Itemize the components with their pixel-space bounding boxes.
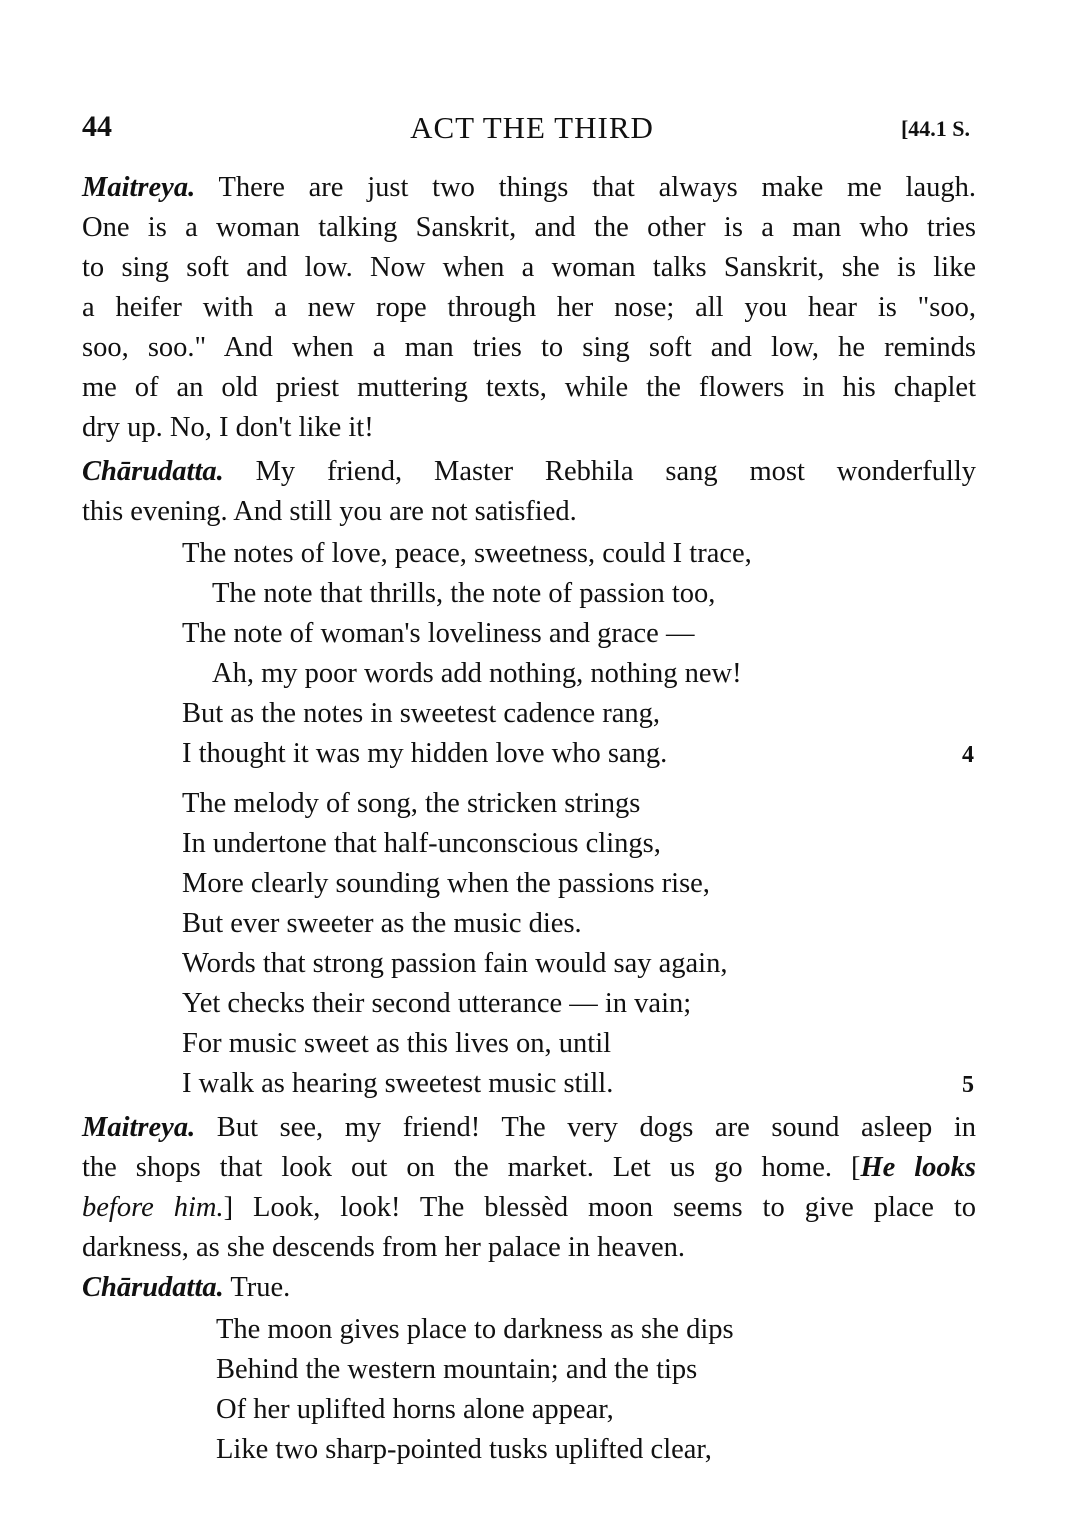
speaker-name: Maitreya. (82, 1112, 196, 1143)
prose-line: One is a woman talking Sanskrit, and the other is a man who tries (82, 212, 976, 243)
speaker-name: Chārudatta. (82, 456, 224, 487)
prose-line (82, 1148, 976, 1188)
section-reference: [44.1 S. (900, 116, 970, 141)
verse-line: But as the notes in sweetest cadence rang, (182, 698, 661, 729)
speech-text: ] Look, look! The blessèd moon seems to give place to (223, 1192, 976, 1223)
prose-line (82, 452, 976, 492)
prose-line: me of an old priest muttering texts, while the flowers in his chaplet (82, 372, 976, 403)
stage-direction: He looks (860, 1152, 976, 1183)
verse-number: 4 (962, 742, 974, 768)
verse-line: The melody of song, the stricken strings (182, 788, 641, 819)
running-title: ACT THE THIRD (410, 110, 654, 145)
verse-line: I walk as hearing sweetest music still. (182, 1068, 614, 1099)
verse-line: Behind the western mountain; and the tips (216, 1354, 698, 1385)
speech-text: There are just two things that always make me laugh. (195, 172, 976, 203)
verse-line: In undertone that half-unconscious clings, (182, 828, 661, 859)
page-header (82, 110, 982, 154)
verse-line: The moon gives place to darkness as she dips (216, 1314, 734, 1345)
prose-line: darkness, as she descends from her palace in heaven. (82, 1232, 686, 1263)
prose-line (82, 1188, 976, 1228)
prose-line: soo, soo." And when a man tries to sing soft and low, he reminds (82, 332, 976, 363)
verse-line: For music sweet as this lives on, until (182, 1028, 612, 1059)
verse-number: 5 (962, 1072, 974, 1098)
prose-line (82, 1268, 976, 1308)
verse-line: The note that thrills, the note of passion too, (212, 578, 716, 609)
prose-line (82, 1108, 976, 1148)
verse-line: Like two sharp-pointed tusks uplifted clear, (216, 1434, 712, 1465)
verse-line: Words that strong passion fain would say again, (182, 948, 728, 979)
prose-line: dry up. No, I don't like it! (82, 412, 374, 443)
verse-line: Ah, my poor words add nothing, nothing new! (212, 658, 742, 689)
speaker-name: Maitreya. (82, 172, 196, 203)
stage-direction: before him. (82, 1192, 224, 1223)
verse-line: More clearly sounding when the passions rise, (182, 868, 710, 899)
verse-line: Yet checks their second utterance — in vain; (182, 988, 692, 1019)
speech-text: True. (223, 1272, 291, 1303)
verse-line: The note of woman's loveliness and grace — (182, 618, 695, 649)
prose-line: this evening. And still you are not satisfied. (82, 496, 577, 527)
verse-line: The notes of love, peace, sweetness, could I trace, (182, 538, 752, 569)
speech-text: the shops that look out on the market. Let us go home. [ (82, 1152, 861, 1183)
prose-line: a heifer with a new rope through her nose; all you hear is "soo, (82, 292, 976, 323)
prose-line: to sing soft and low. Now when a woman talks Sanskrit, she is like (82, 252, 976, 283)
speech-text: But see, my friend! The very dogs are sound asleep in (195, 1112, 976, 1143)
page-number: 44 (82, 110, 112, 143)
prose-line (82, 168, 976, 208)
verse-line: I thought it was my hidden love who sang. (182, 738, 668, 769)
verse-line: Of her uplifted horns alone appear, (216, 1394, 614, 1425)
verse-line: But ever sweeter as the music dies. (182, 908, 582, 939)
speaker-name: Chārudatta. (82, 1272, 224, 1303)
speech-text: My friend, Master Rebhila sang most wonderfully (223, 456, 976, 487)
